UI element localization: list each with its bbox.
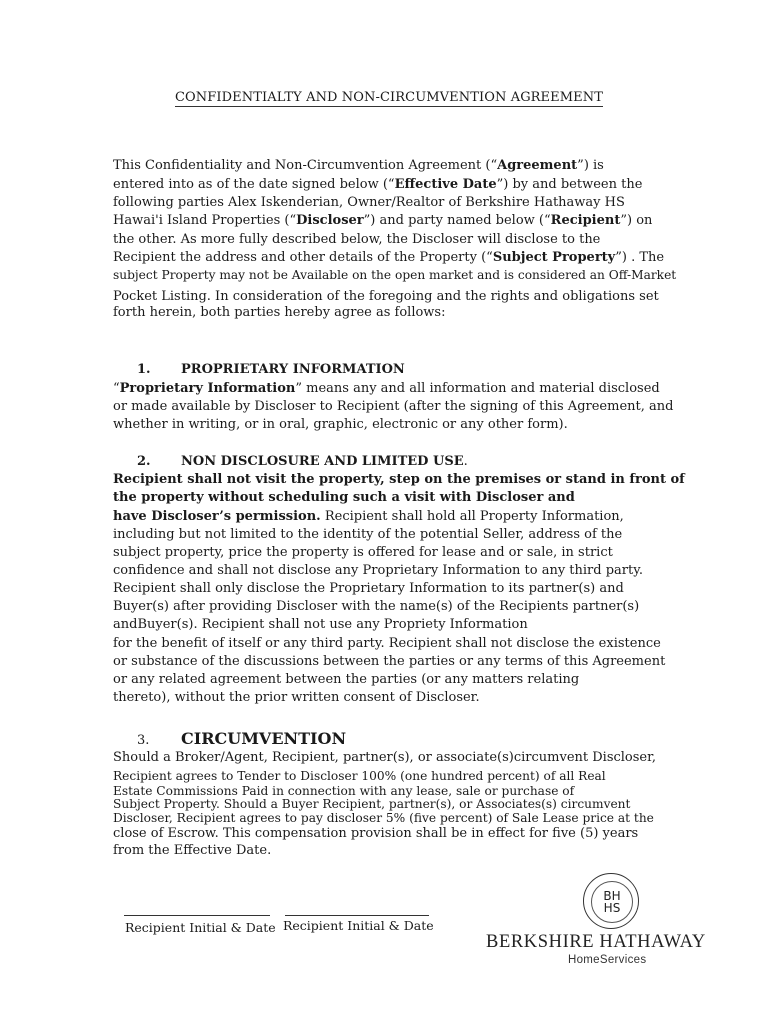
text: ”) . The (615, 250, 665, 265)
section-2-line-12: or any related agreement between the parties (or any matters relating (113, 672, 580, 687)
intro-line-7: subject Property may not be Available on the open market and is considered an Off-Market (113, 268, 677, 282)
signature-line-2[interactable] (285, 915, 429, 916)
signature-label-1: Recipient Initial & Date (125, 920, 276, 935)
section-2-bold-line-1: Recipient shall not visit the property, step on the premises or stand in front of (113, 472, 685, 487)
section-2-line-5: subject property, price the property is offered for lease and or sale, in strict (113, 545, 613, 560)
section-2-line-4: including but not limited to the identity of the potential Seller, address of the (113, 527, 623, 542)
intro-line-2 (113, 176, 642, 194)
text: entered into as of the date signed below (“ (113, 177, 395, 192)
text: This Confidentiality and Non-Circumvention Agreement (“ (113, 158, 498, 173)
section-2-bold-line-2: the property without scheduling such a visit with Discloser and (113, 490, 575, 505)
text: . (463, 454, 468, 469)
section-1-line-1 (113, 380, 660, 398)
text: “ (113, 381, 120, 396)
section-2-line-9: andBuyer(s). Recipient shall not use any Propriety Information (113, 617, 528, 632)
document-title: CONFIDENTIALTY AND NON-CIRCUMVENTION AGREEMENT (175, 90, 603, 105)
section-1-line-3: whether in writing, or in oral, graphic, electronic or any other form). (113, 417, 568, 432)
monogram-top: BH (603, 889, 621, 903)
brand-name: BERKSHIRE HATHAWAY (486, 932, 706, 952)
section-3-heading: CIRCUMVENTION (181, 729, 347, 748)
term-effective-date: Effective Date (394, 177, 497, 192)
text: ” means any and all information and material disclosed (295, 381, 660, 396)
section-3-line-6: close of Escrow. This compensation provision shall be in effect for five (5) years (113, 826, 639, 841)
text: Hawai'i Island Properties (“ (113, 213, 297, 228)
section-3-line-3: Estate Commissions Paid in connection with any lease, sale or purchase of (113, 784, 575, 798)
term-subject-property: Subject Property (492, 250, 616, 265)
section-2-line-8: Buyer(s) after providing Discloser with the name(s) of the Recipients partner(s) (113, 599, 640, 614)
section-2-line-13: thereto), without the prior written consent of Discloser. (113, 690, 480, 705)
term-proprietary-information: Proprietary Information (119, 381, 296, 396)
text: ”) on (620, 213, 653, 228)
text: have Discloser’s permission. (113, 509, 321, 524)
monogram-bottom: HS (603, 901, 621, 915)
section-3-line-1: Should a Broker/Agent, Recipient, partner(s), or associate(s)circumvent Discloser, (113, 750, 657, 765)
section-2-line-3 (113, 508, 624, 526)
intro-line-6 (113, 249, 664, 267)
text: ”) is (577, 158, 604, 173)
section-2-heading (181, 454, 468, 469)
text: Recipient the address and other details of the Property (“ (113, 250, 493, 265)
intro-line-8: Pocket Listing. In consideration of the foregoing and the rights and obligations set (113, 289, 659, 304)
section-3-line-2: Recipient agrees to Tender to Discloser 100% (one hundred percent) of all Real (113, 769, 606, 783)
intro-line-5: the other. As more fully described below, the Discloser will disclose to the (113, 232, 601, 247)
term-recipient: Recipient (550, 213, 621, 228)
signature-label-2: Recipient Initial & Date (283, 918, 434, 933)
text: ”) by and between the (496, 177, 643, 192)
section-3-line-5: Discloser, Recipient agrees to pay discloser 5% (five percent) of Sale Lease price at the (113, 811, 654, 825)
section-2-line-11: or substance of the discussions between the parties or any terms of this Agreement (113, 654, 666, 669)
text: NON DISCLOSURE AND LIMITED USE (181, 454, 464, 469)
section-2-line-7: Recipient shall only disclose the Proprietary Information to its partner(s) and (113, 581, 624, 596)
section-1-line-2: or made available by Discloser to Recipient (after the signing of this Agreement, and (113, 399, 674, 414)
section-2-number: 2. (137, 454, 151, 469)
seal-monogram (591, 881, 633, 923)
signature-line-1[interactable] (124, 915, 270, 916)
intro-line-3: following parties Alex Iskenderian, Owner/Realtor of Berkshire Hathaway HS (113, 195, 625, 210)
section-1-number: 1. (137, 362, 151, 377)
section-2-line-10: for the benefit of itself or any third party. Recipient shall not disclose the existence (113, 636, 661, 651)
section-3-line-4: Subject Property. Should a Buyer Recipient, partner(s), or Associates(s) circumvent (113, 797, 631, 811)
section-2-line-6: confidence and shall not disclose any Proprietary Information to any third party. (113, 563, 643, 578)
intro-line-9: forth herein, both parties hereby agree as follows: (113, 305, 446, 320)
bhhs-seal-icon (583, 873, 639, 929)
section-1-heading: PROPRIETARY INFORMATION (181, 362, 405, 377)
text: ”) and party named below (“ (363, 213, 551, 228)
section-3-number: 3. (137, 733, 150, 748)
term-discloser: Discloser (296, 213, 364, 228)
intro-line-4 (113, 212, 652, 230)
term-agreement: Agreement (497, 158, 578, 173)
text: Recipient shall hold all Property Information, (320, 509, 624, 524)
section-3-line-7: from the Effective Date. (113, 843, 272, 858)
intro-line-1 (113, 157, 604, 175)
brand-subtitle: HomeServices (568, 954, 647, 966)
